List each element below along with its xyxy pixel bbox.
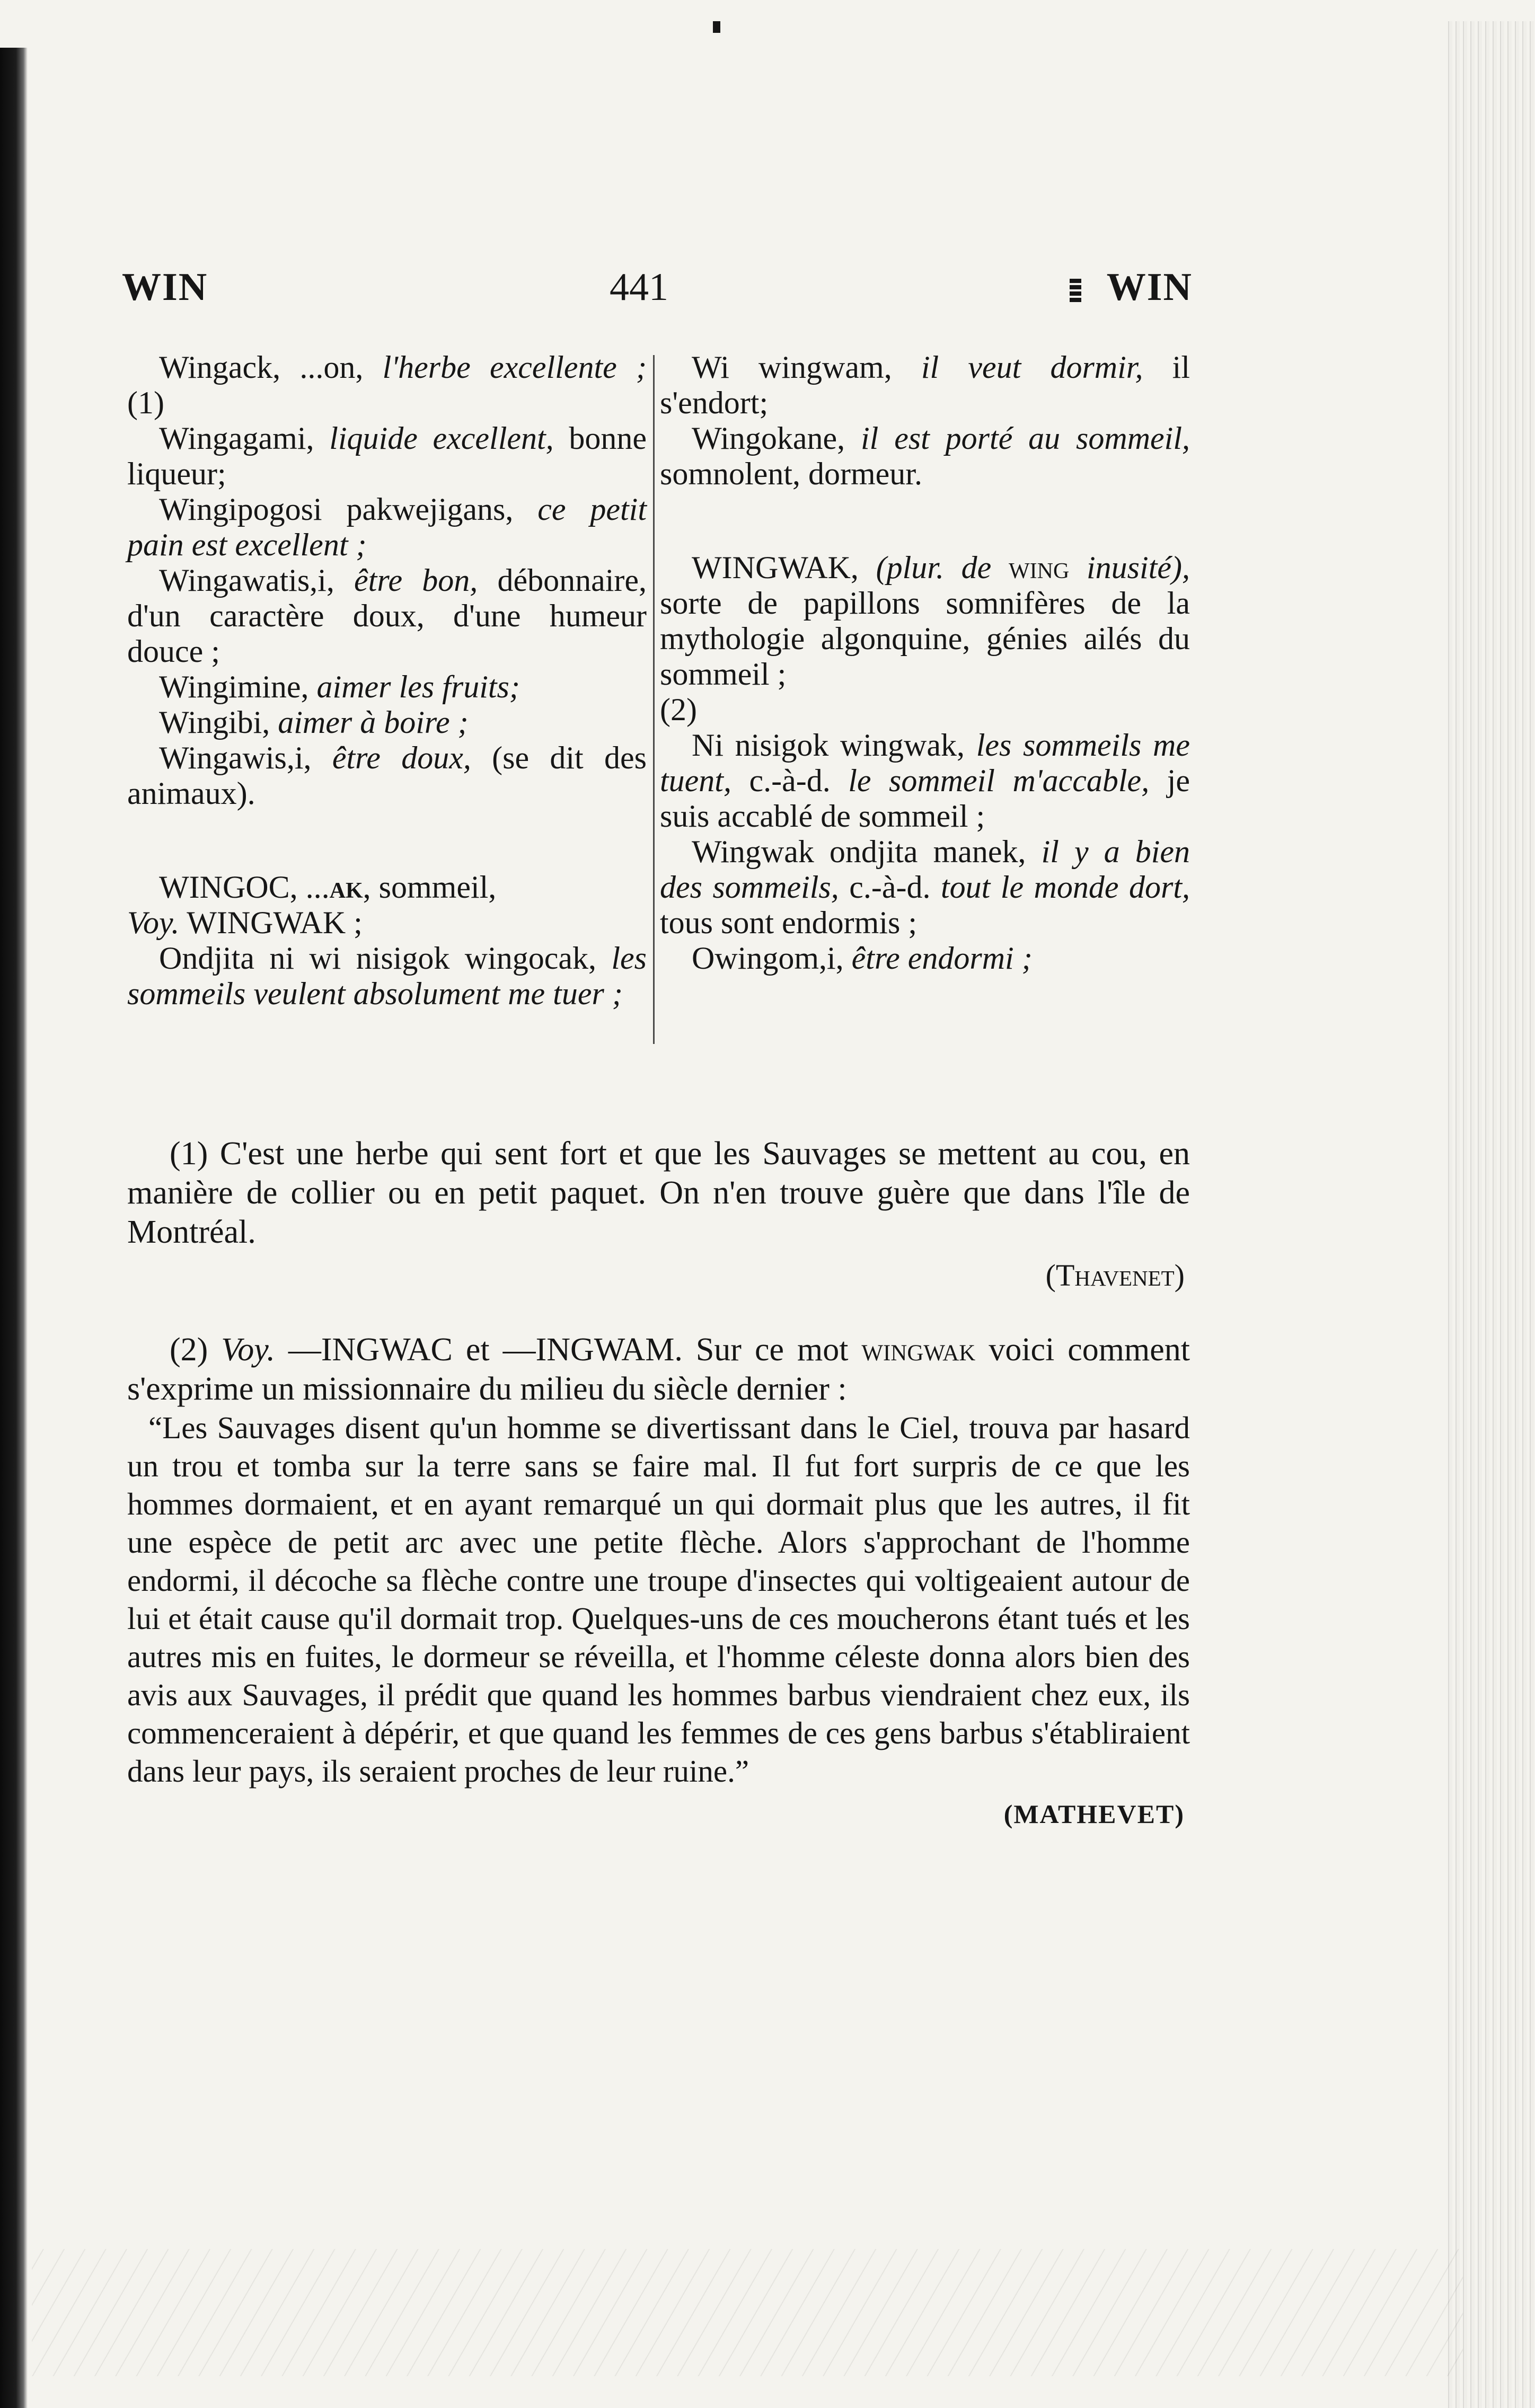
see-also-label: Voy. <box>127 905 180 940</box>
entry-head: Wingokane, <box>692 421 861 456</box>
see-also-label: Voy. <box>221 1332 275 1368</box>
right-column <box>660 350 1190 976</box>
entry-head: WINGWAK, <box>692 550 876 585</box>
entry-ondjita <box>127 941 647 1012</box>
entry-plural: ak <box>329 870 363 905</box>
entry-definition: il veut dormir, <box>921 350 1143 385</box>
entry-head: Wingwak ondjita manek, <box>692 834 1042 869</box>
entry-text: somnolent, dormeur. <box>660 456 922 491</box>
entry-head: Owingom,i, <box>692 941 852 976</box>
page-number: 441 <box>610 265 668 309</box>
left-column <box>127 350 647 1012</box>
entry-wi-wingwam <box>660 350 1190 421</box>
footnote-2-quote: “Les Sauvages disent qu'un homme se divertissant dans le Ciel, trouva par hasard un trou et tomba sur la terre sans se faire mal. Il fut fort surpris de ce que les hommes dormaient, et en ayant remarqué un qui dormait plus que les autres, il fit une espèce de petit arc avec une petite flèche. Alors s'approchant de l'homme endormi, il décoche sa flèche contre une troupe d'insectes qui voltigeaient autour de lui et était cause qu'il dormait trop. Quelques-uns de ces moucherons étant tués et les autres mis en fuites, le dormeur se réveilla, et l'homme céleste donna alors bien des avis aux Sauvages, il prédit que quand les hommes barbus viendraient chez eux, ils commenceraient à dépérir, et que quand les femmes de ces gens barbus s'établiraient dans leur pays, ils seraient proches de leur ruine.” <box>127 1410 1190 1789</box>
entry-wingwak-ondjita <box>660 834 1190 941</box>
entry-definition: être endormi ; <box>851 941 1033 976</box>
entry-wingawatis <box>127 563 647 669</box>
footnote-2-intro-text: —INGWAC et —INGWAM. Sur ce mot <box>275 1332 862 1368</box>
footnote-2-signature: (MATHEVET) <box>1003 1799 1185 1829</box>
entry-plural-note: (plur. de <box>876 550 992 585</box>
entry-wingimine <box>127 669 647 705</box>
entry-definition: il est porté au sommeil, <box>861 421 1190 456</box>
entry-definition: être bon, <box>354 563 478 598</box>
entry-head: WINGOC, ... <box>159 870 330 905</box>
entry-wingagami <box>127 421 647 492</box>
entry-usage-note: inusité), <box>1069 550 1190 585</box>
entry-head: Wingawatis,i, <box>159 563 355 598</box>
entry-wingawis <box>127 740 647 811</box>
entry-definition: les sommeils me tuent, <box>660 728 1190 798</box>
footnote-1 <box>127 1134 1190 1295</box>
entry-head: Wingipogosi pakwejigans, <box>159 492 538 527</box>
footnote-ref: (1) <box>127 385 164 420</box>
entry-text: (se dit des animaux). <box>127 740 647 811</box>
entry-wingack <box>127 350 647 421</box>
footnote-2-number: (2) <box>170 1332 222 1368</box>
entry-wingwak <box>660 550 1190 728</box>
entry-ni-nisigok <box>660 728 1190 834</box>
entry-owingom <box>660 941 1190 976</box>
entry-text: je suis accablé de sommeil ; <box>660 763 1190 834</box>
entry-wingokane <box>660 421 1190 492</box>
entry-head: Wingack, ...on, <box>159 350 383 385</box>
header-mark-icon <box>1070 279 1081 302</box>
entry-head: Wingawis,i, <box>159 740 332 775</box>
entry-head: Ondjita ni wi nisigok wingocak, <box>159 941 612 976</box>
entry-text: sorte de papillons somnifères de la mythologie algonquine, génies ailés du sommeil ; <box>660 586 1190 692</box>
entry-definition: le sommeil m'accable, <box>848 763 1150 798</box>
footnote-2-intro-tail: voici comment s'exprime un missionnaire du milieu du siècle dernier : <box>127 1332 1190 1407</box>
entry-text: , sommeil, <box>363 870 497 905</box>
entry-head: Wingimine, <box>159 669 317 704</box>
entry-definition: aimer les fruits; <box>316 669 520 704</box>
footnote-1-signature: (Thavenet) <box>1045 1258 1185 1292</box>
column-divider <box>653 355 655 1044</box>
footnote-2-keyword: wingwak <box>861 1332 976 1368</box>
entry-head: Wingagami, <box>159 421 330 456</box>
entry-text: c.-à-d. <box>839 870 941 905</box>
entry-definition: les sommeils veulent absolument me tuer ; <box>127 941 647 1011</box>
entry-definition: liquide excellent, <box>329 421 554 456</box>
entry-text: bonne liqueur; <box>127 421 647 491</box>
footnote-2 <box>127 1330 1190 1834</box>
entry-definition: l'herbe excellente ; <box>382 350 647 385</box>
see-also-ref: WINGWAK ; <box>179 905 363 940</box>
entry-wingipogosi <box>127 492 647 563</box>
entry-wingoc <box>127 870 647 941</box>
entry-text: il s'endort; <box>660 350 1190 420</box>
entry-head: Wi wingwam, <box>692 350 921 385</box>
entry-definition: ce petit pain est excellent ; <box>127 492 647 562</box>
entry-head: Wingibi, <box>159 705 278 740</box>
entry-definition: il y a bien des sommeils, <box>660 834 1190 905</box>
footnote-ref: (2) <box>660 692 697 727</box>
footnote-1-text: (1) C'est une herbe qui sent fort et que les Sauvages se mettent au cou, en manière de collier ou en petit paquet. On n'en trouve guère que dans l'île de Montréal. <box>127 1136 1190 1250</box>
entry-head: Ni nisigok wingwak, <box>692 728 976 763</box>
entry-definition: tout le monde dort, <box>940 870 1190 905</box>
entry-text: c.-à-d. <box>731 763 849 798</box>
entry-definition: être doux, <box>332 740 471 775</box>
header-left-word: WIN <box>122 265 208 309</box>
entry-definition: aimer à boire ; <box>278 705 469 740</box>
entry-wingibi <box>127 705 647 740</box>
running-header <box>122 260 1193 323</box>
entry-root: wing <box>991 550 1070 585</box>
entry-text: tous sont endormis ; <box>660 905 918 940</box>
entry-text: débonnaire, d'un caractère doux, d'une humeur douce ; <box>127 563 647 669</box>
header-right-word: WIN <box>1106 265 1193 309</box>
footnote-2-intro <box>127 1330 1190 1409</box>
